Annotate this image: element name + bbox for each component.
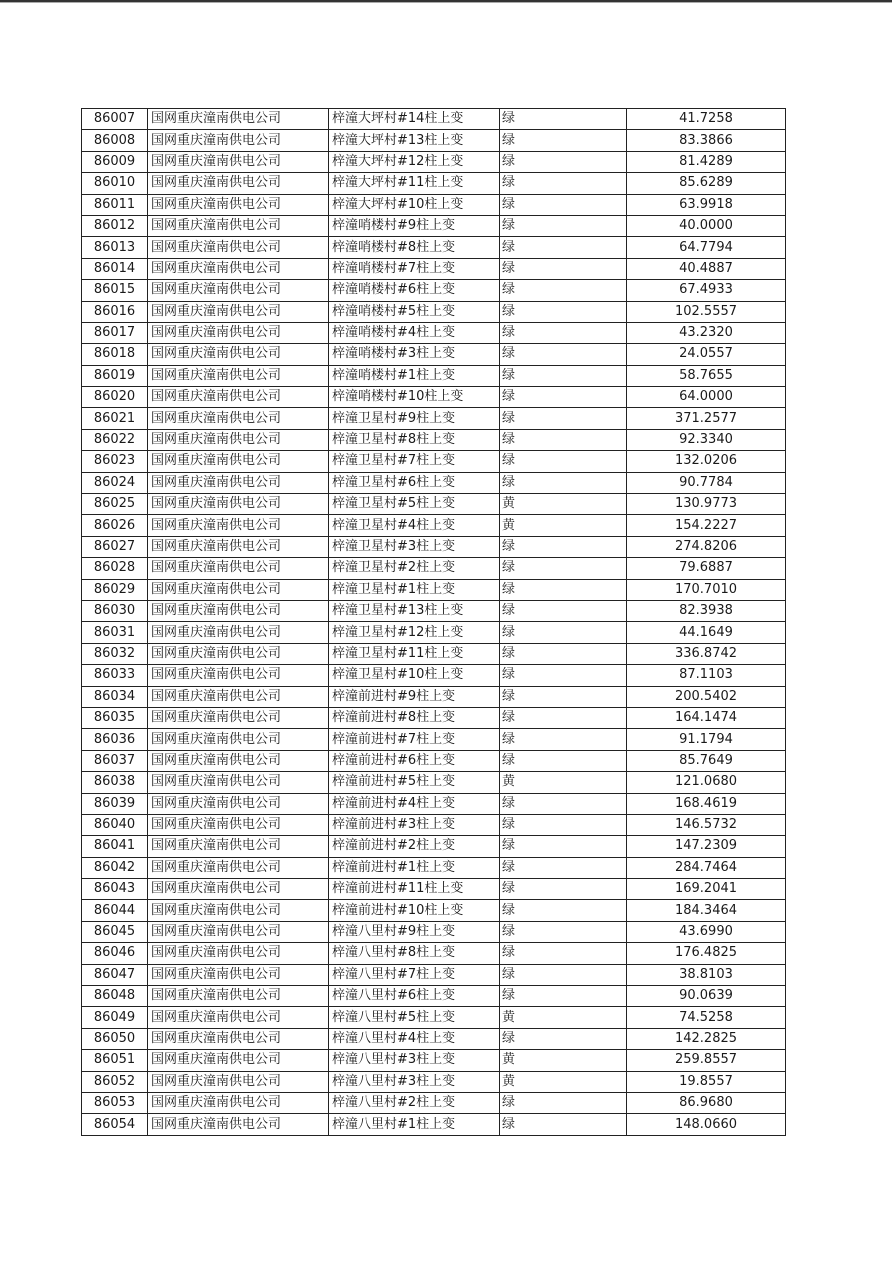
cell-transformer-name: 梓潼哨楼村#6柱上变 [329,280,500,301]
cell-value: 147.2309 [627,836,786,857]
cell-id: 86031 [82,622,148,643]
table-row [82,814,786,835]
cell-company: 国网重庆潼南供电公司 [148,558,329,579]
table-row [82,301,786,322]
cell-transformer-name: 梓潼八里村#4柱上变 [329,1028,500,1049]
cell-transformer-name: 梓潼前进村#4柱上变 [329,793,500,814]
cell-transformer-name: 梓潼哨楼村#3柱上变 [329,344,500,365]
table-row [82,772,786,793]
table-row [82,686,786,707]
cell-company: 国网重庆潼南供电公司 [148,750,329,771]
cell-transformer-name: 梓潼卫星村#10柱上变 [329,665,500,686]
cell-value: 132.0206 [627,451,786,472]
cell-transformer-name: 梓潼八里村#2柱上变 [329,1092,500,1113]
cell-status: 绿 [500,900,627,921]
cell-transformer-name: 梓潼哨楼村#10柱上变 [329,387,500,408]
cell-transformer-name: 梓潼大坪村#14柱上变 [329,109,500,130]
cell-value: 90.7784 [627,472,786,493]
cell-transformer-name: 梓潼卫星村#12柱上变 [329,622,500,643]
cell-value: 43.2320 [627,322,786,343]
table-row [82,280,786,301]
cell-value: 38.8103 [627,964,786,985]
cell-value: 92.3340 [627,429,786,450]
cell-id: 86051 [82,1050,148,1071]
cell-transformer-name: 梓潼哨楼村#8柱上变 [329,237,500,258]
cell-value: 67.4933 [627,280,786,301]
cell-company: 国网重庆潼南供电公司 [148,793,329,814]
cell-transformer-name: 梓潼前进村#7柱上变 [329,729,500,750]
cell-status: 绿 [500,536,627,557]
cell-status: 黄 [500,772,627,793]
cell-transformer-name: 梓潼哨楼村#7柱上变 [329,258,500,279]
cell-status: 绿 [500,365,627,386]
table-row [82,536,786,557]
table-row [82,151,786,172]
table-row [82,579,786,600]
cell-company: 国网重庆潼南供电公司 [148,536,329,557]
cell-transformer-name: 梓潼大坪村#10柱上变 [329,194,500,215]
cell-status: 绿 [500,451,627,472]
cell-id: 86008 [82,130,148,151]
cell-value: 168.4619 [627,793,786,814]
table-row [82,558,786,579]
cell-id: 86018 [82,344,148,365]
cell-id: 86034 [82,686,148,707]
cell-company: 国网重庆潼南供电公司 [148,408,329,429]
cell-transformer-name: 梓潼前进村#1柱上变 [329,857,500,878]
cell-transformer-name: 梓潼哨楼村#9柱上变 [329,215,500,236]
cell-id: 86019 [82,365,148,386]
cell-transformer-name: 梓潼哨楼村#5柱上变 [329,301,500,322]
cell-status: 绿 [500,750,627,771]
table-row [82,665,786,686]
cell-value: 79.6887 [627,558,786,579]
table-row [82,986,786,1007]
table-row [82,793,786,814]
cell-id: 86050 [82,1028,148,1049]
table-row [82,344,786,365]
cell-company: 国网重庆潼南供电公司 [148,151,329,172]
cell-id: 86009 [82,151,148,172]
cell-transformer-name: 梓潼卫星村#4柱上变 [329,515,500,536]
cell-id: 86042 [82,857,148,878]
cell-value: 169.2041 [627,879,786,900]
cell-transformer-name: 梓潼八里村#7柱上变 [329,964,500,985]
cell-company: 国网重庆潼南供电公司 [148,173,329,194]
cell-company: 国网重庆潼南供电公司 [148,494,329,515]
cell-status: 绿 [500,194,627,215]
cell-company: 国网重庆潼南供电公司 [148,237,329,258]
cell-transformer-name: 梓潼八里村#8柱上变 [329,943,500,964]
cell-value: 41.7258 [627,109,786,130]
cell-company: 国网重庆潼南供电公司 [148,707,329,728]
cell-id: 86025 [82,494,148,515]
cell-value: 154.2227 [627,515,786,536]
table-row [82,173,786,194]
cell-status: 绿 [500,387,627,408]
cell-transformer-name: 梓潼八里村#3柱上变 [329,1071,500,1092]
cell-id: 86023 [82,451,148,472]
cell-value: 74.5258 [627,1007,786,1028]
cell-company: 国网重庆潼南供电公司 [148,301,329,322]
cell-value: 200.5402 [627,686,786,707]
cell-transformer-name: 梓潼卫星村#2柱上变 [329,558,500,579]
cell-transformer-name: 梓潼八里村#3柱上变 [329,1050,500,1071]
cell-status: 黄 [500,1007,627,1028]
cell-id: 86046 [82,943,148,964]
cell-value: 148.0660 [627,1114,786,1135]
cell-value: 24.0557 [627,344,786,365]
cell-company: 国网重庆潼南供电公司 [148,686,329,707]
cell-status: 黄 [500,1050,627,1071]
cell-company: 国网重庆潼南供电公司 [148,1007,329,1028]
cell-id: 86015 [82,280,148,301]
cell-status: 绿 [500,322,627,343]
cell-transformer-name: 梓潼卫星村#7柱上变 [329,451,500,472]
cell-company: 国网重庆潼南供电公司 [148,429,329,450]
cell-transformer-name: 梓潼八里村#9柱上变 [329,921,500,942]
cell-value: 91.1794 [627,729,786,750]
cell-company: 国网重庆潼南供电公司 [148,943,329,964]
cell-transformer-name: 梓潼前进村#11柱上变 [329,879,500,900]
cell-value: 87.1103 [627,665,786,686]
page-top-border-shadow [0,2,892,3]
cell-id: 86045 [82,921,148,942]
cell-status: 绿 [500,151,627,172]
cell-status: 绿 [500,280,627,301]
cell-value: 40.4887 [627,258,786,279]
cell-value: 164.1474 [627,707,786,728]
cell-id: 86020 [82,387,148,408]
table-row [82,900,786,921]
cell-value: 64.0000 [627,387,786,408]
cell-status: 绿 [500,879,627,900]
cell-transformer-name: 梓潼卫星村#5柱上变 [329,494,500,515]
cell-value: 259.8557 [627,1050,786,1071]
table-row [82,365,786,386]
cell-company: 国网重庆潼南供电公司 [148,772,329,793]
table-row [82,600,786,621]
cell-id: 86044 [82,900,148,921]
table-row [82,964,786,985]
cell-id: 86013 [82,237,148,258]
cell-company: 国网重庆潼南供电公司 [148,1028,329,1049]
cell-transformer-name: 梓潼卫星村#11柱上变 [329,643,500,664]
cell-transformer-name: 梓潼八里村#1柱上变 [329,1114,500,1135]
cell-value: 336.8742 [627,643,786,664]
cell-value: 43.6990 [627,921,786,942]
table-row [82,1092,786,1113]
cell-id: 86007 [82,109,148,130]
cell-value: 86.9680 [627,1092,786,1113]
cell-id: 86024 [82,472,148,493]
cell-status: 绿 [500,558,627,579]
cell-id: 86022 [82,429,148,450]
cell-value: 176.4825 [627,943,786,964]
table-body [82,109,786,1136]
cell-company: 国网重庆潼南供电公司 [148,857,329,878]
table-row [82,1071,786,1092]
cell-id: 86037 [82,750,148,771]
cell-id: 86033 [82,665,148,686]
table-row [82,1050,786,1071]
cell-id: 86016 [82,301,148,322]
cell-value: 130.9773 [627,494,786,515]
cell-status: 绿 [500,237,627,258]
cell-value: 284.7464 [627,857,786,878]
cell-status: 绿 [500,665,627,686]
cell-transformer-name: 梓潼前进村#10柱上变 [329,900,500,921]
cell-id: 86021 [82,408,148,429]
cell-company: 国网重庆潼南供电公司 [148,322,329,343]
cell-status: 绿 [500,836,627,857]
cell-company: 国网重庆潼南供电公司 [148,1050,329,1071]
cell-transformer-name: 梓潼八里村#6柱上变 [329,986,500,1007]
table-row [82,879,786,900]
cell-company: 国网重庆潼南供电公司 [148,280,329,301]
table-row [82,943,786,964]
cell-status: 绿 [500,579,627,600]
cell-company: 国网重庆潼南供电公司 [148,665,329,686]
cell-status: 绿 [500,622,627,643]
cell-value: 121.0680 [627,772,786,793]
cell-id: 86035 [82,707,148,728]
cell-transformer-name: 梓潼前进村#9柱上变 [329,686,500,707]
cell-id: 86011 [82,194,148,215]
table-row [82,429,786,450]
cell-value: 58.7655 [627,365,786,386]
cell-id: 86048 [82,986,148,1007]
cell-value: 82.3938 [627,600,786,621]
cell-transformer-name: 梓潼前进村#2柱上变 [329,836,500,857]
cell-status: 绿 [500,643,627,664]
table-row [82,451,786,472]
cell-company: 国网重庆潼南供电公司 [148,387,329,408]
cell-id: 86017 [82,322,148,343]
cell-company: 国网重庆潼南供电公司 [148,622,329,643]
cell-company: 国网重庆潼南供电公司 [148,472,329,493]
cell-value: 170.7010 [627,579,786,600]
table-row [82,472,786,493]
cell-status: 绿 [500,986,627,1007]
cell-transformer-name: 梓潼前进村#8柱上变 [329,707,500,728]
cell-id: 86052 [82,1071,148,1092]
cell-transformer-name: 梓潼卫星村#3柱上变 [329,536,500,557]
cell-id: 86049 [82,1007,148,1028]
cell-company: 国网重庆潼南供电公司 [148,879,329,900]
table-row [82,857,786,878]
cell-value: 371.2577 [627,408,786,429]
cell-company: 国网重庆潼南供电公司 [148,579,329,600]
cell-status: 绿 [500,857,627,878]
cell-transformer-name: 梓潼卫星村#13柱上变 [329,600,500,621]
table-row [82,836,786,857]
table-row [82,387,786,408]
cell-transformer-name: 梓潼哨楼村#1柱上变 [329,365,500,386]
cell-company: 国网重庆潼南供电公司 [148,1071,329,1092]
transformer-table [81,108,786,1136]
cell-status: 绿 [500,408,627,429]
cell-transformer-name: 梓潼八里村#5柱上变 [329,1007,500,1028]
cell-id: 86010 [82,173,148,194]
cell-company: 国网重庆潼南供电公司 [148,515,329,536]
cell-value: 142.2825 [627,1028,786,1049]
table-row [82,1028,786,1049]
cell-status: 绿 [500,429,627,450]
cell-company: 国网重庆潼南供电公司 [148,986,329,1007]
table-row [82,921,786,942]
table-row [82,194,786,215]
cell-status: 绿 [500,707,627,728]
cell-status: 绿 [500,600,627,621]
table-row [82,1007,786,1028]
table-row [82,109,786,130]
cell-company: 国网重庆潼南供电公司 [148,215,329,236]
cell-status: 绿 [500,1114,627,1135]
cell-value: 64.7794 [627,237,786,258]
table-row [82,322,786,343]
cell-status: 绿 [500,964,627,985]
cell-company: 国网重庆潼南供电公司 [148,365,329,386]
cell-company: 国网重庆潼南供电公司 [148,814,329,835]
table-row [82,130,786,151]
cell-status: 绿 [500,173,627,194]
cell-value: 102.5557 [627,301,786,322]
cell-status: 绿 [500,686,627,707]
cell-status: 黄 [500,494,627,515]
cell-status: 绿 [500,921,627,942]
cell-value: 184.3464 [627,900,786,921]
table-row [82,1114,786,1135]
cell-status: 绿 [500,109,627,130]
cell-id: 86054 [82,1114,148,1135]
cell-status: 绿 [500,472,627,493]
table-row [82,215,786,236]
cell-id: 86027 [82,536,148,557]
cell-id: 86040 [82,814,148,835]
cell-id: 86047 [82,964,148,985]
cell-transformer-name: 梓潼卫星村#8柱上变 [329,429,500,450]
cell-value: 83.3866 [627,130,786,151]
cell-value: 81.4289 [627,151,786,172]
cell-transformer-name: 梓潼卫星村#9柱上变 [329,408,500,429]
cell-value: 146.5732 [627,814,786,835]
cell-status: 黄 [500,515,627,536]
cell-id: 86030 [82,600,148,621]
cell-company: 国网重庆潼南供电公司 [148,258,329,279]
table-row [82,515,786,536]
table-row [82,622,786,643]
cell-value: 85.6289 [627,173,786,194]
cell-status: 绿 [500,793,627,814]
cell-status: 黄 [500,1071,627,1092]
cell-company: 国网重庆潼南供电公司 [148,900,329,921]
cell-value: 44.1649 [627,622,786,643]
cell-value: 63.9918 [627,194,786,215]
cell-company: 国网重庆潼南供电公司 [148,451,329,472]
cell-status: 绿 [500,301,627,322]
cell-transformer-name: 梓潼哨楼村#4柱上变 [329,322,500,343]
cell-id: 86043 [82,879,148,900]
cell-id: 86038 [82,772,148,793]
table-row [82,408,786,429]
cell-id: 86028 [82,558,148,579]
cell-transformer-name: 梓潼卫星村#1柱上变 [329,579,500,600]
table-row [82,237,786,258]
table-row [82,643,786,664]
cell-transformer-name: 梓潼大坪村#12柱上变 [329,151,500,172]
cell-company: 国网重庆潼南供电公司 [148,344,329,365]
cell-company: 国网重庆潼南供电公司 [148,1114,329,1135]
cell-status: 绿 [500,729,627,750]
cell-status: 绿 [500,814,627,835]
cell-id: 86012 [82,215,148,236]
cell-transformer-name: 梓潼大坪村#13柱上变 [329,130,500,151]
cell-status: 绿 [500,943,627,964]
cell-company: 国网重庆潼南供电公司 [148,964,329,985]
cell-value: 85.7649 [627,750,786,771]
cell-transformer-name: 梓潼前进村#3柱上变 [329,814,500,835]
cell-id: 86041 [82,836,148,857]
cell-id: 86036 [82,729,148,750]
cell-status: 绿 [500,258,627,279]
cell-value: 90.0639 [627,986,786,1007]
cell-status: 绿 [500,344,627,365]
cell-value: 274.8206 [627,536,786,557]
table-row [82,494,786,515]
cell-id: 86029 [82,579,148,600]
cell-company: 国网重庆潼南供电公司 [148,130,329,151]
cell-transformer-name: 梓潼卫星村#6柱上变 [329,472,500,493]
cell-id: 86026 [82,515,148,536]
cell-company: 国网重庆潼南供电公司 [148,109,329,130]
cell-company: 国网重庆潼南供电公司 [148,194,329,215]
table-row [82,258,786,279]
table-row [82,729,786,750]
cell-status: 绿 [500,130,627,151]
cell-company: 国网重庆潼南供电公司 [148,1092,329,1113]
cell-status: 绿 [500,1092,627,1113]
cell-company: 国网重庆潼南供电公司 [148,643,329,664]
cell-value: 19.8557 [627,1071,786,1092]
table-row [82,707,786,728]
cell-company: 国网重庆潼南供电公司 [148,836,329,857]
cell-id: 86039 [82,793,148,814]
cell-status: 绿 [500,215,627,236]
cell-company: 国网重庆潼南供电公司 [148,600,329,621]
cell-status: 绿 [500,1028,627,1049]
cell-transformer-name: 梓潼前进村#6柱上变 [329,750,500,771]
table-row [82,750,786,771]
cell-id: 86053 [82,1092,148,1113]
cell-company: 国网重庆潼南供电公司 [148,729,329,750]
cell-transformer-name: 梓潼前进村#5柱上变 [329,772,500,793]
cell-company: 国网重庆潼南供电公司 [148,921,329,942]
cell-id: 86032 [82,643,148,664]
cell-value: 40.0000 [627,215,786,236]
cell-transformer-name: 梓潼大坪村#11柱上变 [329,173,500,194]
cell-id: 86014 [82,258,148,279]
